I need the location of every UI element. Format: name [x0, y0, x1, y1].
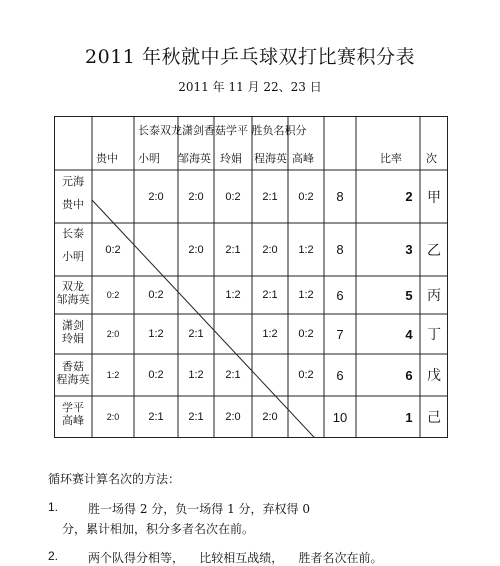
score-cell: 0:2: [148, 289, 164, 301]
rank-cell: 5: [405, 287, 413, 303]
col-header-3: 邹海英: [178, 152, 211, 165]
col-header-1: 贵中: [96, 152, 118, 165]
rank-cell: 3: [405, 242, 413, 257]
score-cell: 2:1: [225, 369, 241, 381]
header-team-names: 长泰双龙潇剑香菇学平 胜负名积分: [138, 124, 307, 137]
row-head-6: 学平 高峰: [62, 401, 84, 427]
points-cell: 8: [336, 189, 344, 204]
row-head-4: 潇剑 玲娟: [62, 319, 84, 345]
rank-cell: 4: [405, 326, 413, 342]
points-cell: 8: [336, 242, 344, 257]
rank-cell: 6: [405, 367, 413, 383]
score-cell: 1:2: [298, 289, 314, 301]
score-cell: 2:0: [106, 329, 120, 339]
score-cell: 2:1: [262, 190, 278, 203]
col-header-6: 高峰: [292, 152, 314, 165]
score-cell: 2:0: [262, 411, 278, 423]
points-cell: 7: [336, 326, 344, 342]
score-cell: 1:2: [188, 369, 204, 381]
rank-name-cell: 丙: [427, 288, 441, 304]
points-cell: 6: [336, 367, 344, 383]
rank-name-cell: 己: [427, 410, 441, 426]
row-head-2: 长泰 小明: [62, 227, 84, 263]
score-cell: 0:2: [298, 369, 314, 381]
score-cell: 2:0: [188, 190, 204, 203]
score-cell: 2:1: [188, 411, 204, 423]
row-head-1: 元海 贵中: [62, 175, 84, 211]
notes-heading: 循环赛计算名次的方法：: [48, 472, 181, 486]
rule-number: 2.: [48, 549, 59, 563]
rank-name-cell: 丁: [427, 327, 441, 343]
score-cell: 2:0: [262, 243, 278, 256]
col-header-2: 小明: [138, 152, 160, 165]
rule-number: 1.: [48, 500, 59, 514]
score-table: [54, 116, 448, 438]
score-cell: 2:1: [225, 243, 241, 256]
points-cell: 6: [336, 287, 344, 303]
rule-text-continued: 分，累计相加，积分多者名次在前。: [62, 522, 255, 536]
score-cell: 2:0: [225, 411, 241, 423]
score-cell: 2:0: [188, 243, 204, 256]
rank-cell: 2: [405, 189, 413, 204]
page-subtitle: 2011 年 11 月 22、23 日: [178, 80, 322, 94]
points-cell: 10: [332, 409, 348, 425]
score-cell: 1:2: [148, 328, 164, 340]
rule-text: 两个队得分相等， 比较相互战绩， 胜者名次在前。: [88, 551, 383, 565]
score-cell: 2:1: [148, 411, 164, 423]
rank-name-cell: 乙: [427, 242, 441, 259]
score-cell: 1:2: [225, 289, 241, 301]
rule-text: 胜一场得 2 分，负一场得 1 分，弃权得 0: [88, 502, 310, 516]
rank-name-cell: 戊: [427, 368, 441, 384]
score-cell: 2:0: [148, 190, 164, 203]
score-cell: 1:2: [262, 328, 278, 340]
rank-name-cell: 甲: [427, 189, 441, 206]
col-header-4: 玲娟: [220, 152, 242, 165]
score-cell: 1:2: [106, 370, 120, 380]
page-title: 2011 年秋就中乒乓球双打比赛积分表: [85, 46, 415, 68]
col-header-ratio: 比率: [380, 152, 402, 165]
score-cell: 0:2: [298, 190, 314, 203]
score-cell: 1:2: [298, 243, 314, 256]
col-header-5: 程海英: [254, 152, 287, 165]
col-header-rank: 次: [426, 152, 437, 165]
score-cell: 2:1: [262, 289, 278, 301]
score-cell: 0:2: [225, 190, 241, 203]
row-head-3: 双龙 邹海英: [56, 280, 90, 306]
score-cell: 2:0: [106, 412, 120, 422]
score-cell: 0:2: [105, 243, 121, 256]
row-head-5: 香菇 程海英: [56, 360, 90, 386]
score-cell: 2:1: [188, 328, 204, 340]
score-cell: 0:2: [298, 328, 314, 340]
score-cell: 0:2: [148, 369, 164, 381]
rank-cell: 1: [405, 409, 413, 425]
score-cell: 0:2: [106, 290, 120, 300]
